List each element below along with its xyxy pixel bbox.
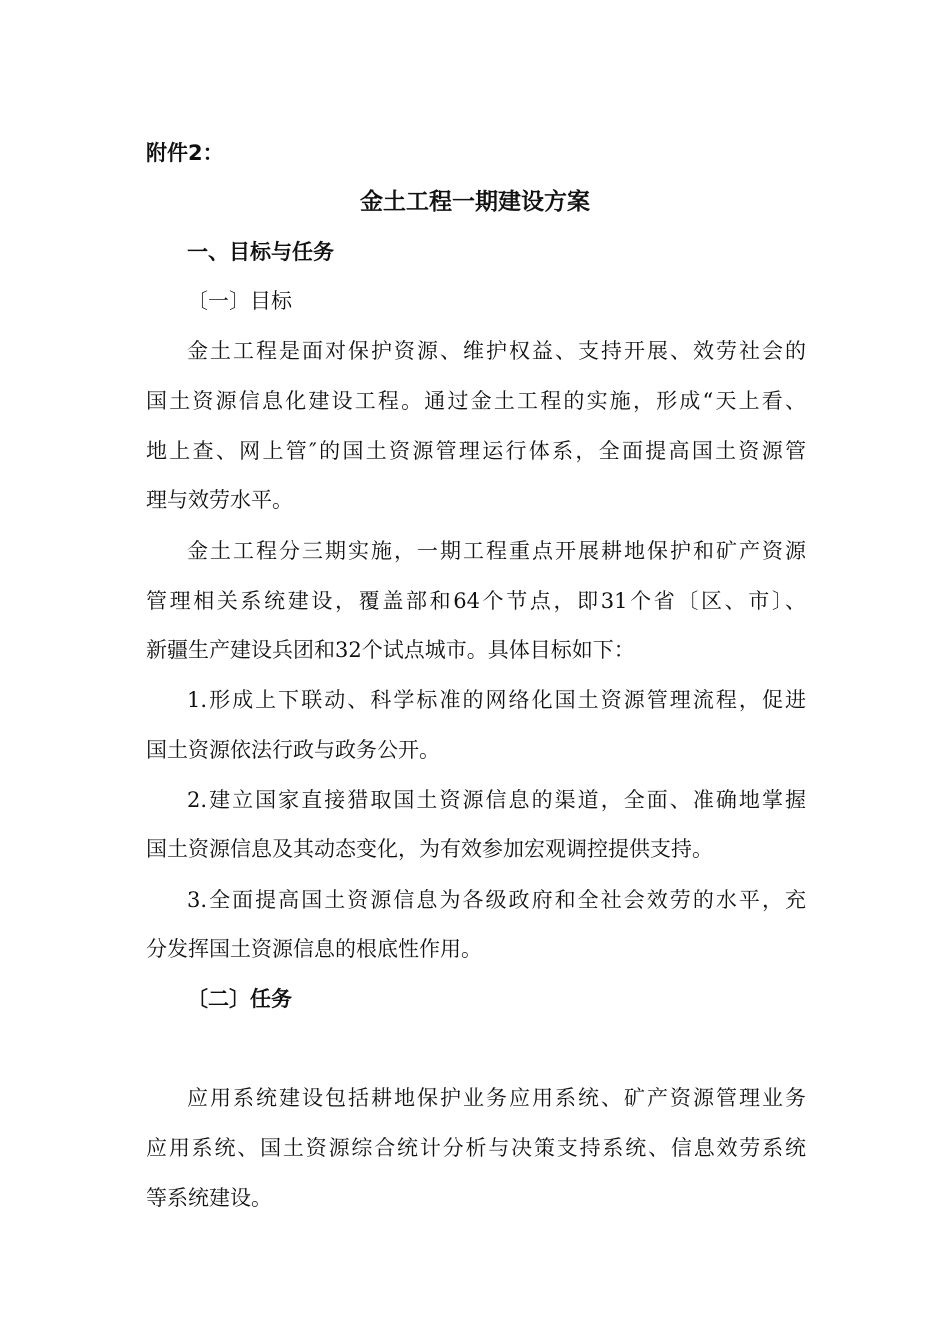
paragraph-line: 等系统建设。	[146, 1186, 272, 1210]
goal-item-3: 3.全面提高国土资源信息为各级政府和全社会效劳的水平，充	[187, 888, 806, 912]
paragraph-line: 地上查、网上管″的国土资源管理运行体系，全面提高国土资源管	[146, 439, 806, 463]
goal-item-1-cont: 国土资源依法行政与政务公开。	[146, 738, 440, 762]
paragraph-line: 应用系统建设包括耕地保护业务应用系统、矿产资源管理业务	[187, 1086, 806, 1110]
goal-item-1: 1.形成上下联动、科学标准的网络化国土资源管理流程，促进	[187, 688, 806, 712]
goal-item-3-cont: 分发挥国土资源信息的根底性作用。	[146, 937, 482, 961]
subsection-heading-goals: 〔一〕目标	[187, 289, 292, 313]
goal-item-2-cont: 国土资源信息及其动态变化，为有效参加宏观调控提供支持。	[146, 837, 713, 861]
subsection-heading-tasks: 〔二〕任务	[187, 987, 292, 1011]
paragraph-line: 应用系统、国土资源综合统计分析与决策支持系统、信息效劳系统	[146, 1136, 806, 1160]
document-title: 金土工程一期建设方案	[360, 189, 590, 215]
paragraph-line: 金土工程分三期实施，一期工程重点开展耕地保护和矿产资源	[187, 539, 806, 563]
paragraph-line: 金土工程是面对保护资源、维护权益、支持开展、效劳社会的	[187, 339, 806, 363]
section-heading-goals-tasks: 一、目标与任务	[187, 240, 334, 264]
paragraph-line: 理与效劳水平。	[146, 488, 293, 512]
paragraph-line: 国土资源信息化建设工程。通过金土工程的实施，形成“天上看、	[146, 389, 806, 413]
paragraph-line: 管理相关系统建设，覆盖部和64个节点，即31个省〔区、市〕、	[146, 589, 806, 613]
attachment-label: 附件2：	[146, 141, 224, 165]
paragraph-line: 新疆生产建设兵团和32个试点城市。具体目标如下：	[146, 638, 635, 662]
goal-item-2: 2.建立国家直接猎取国土资源信息的渠道，全面、准确地掌握	[187, 788, 806, 812]
